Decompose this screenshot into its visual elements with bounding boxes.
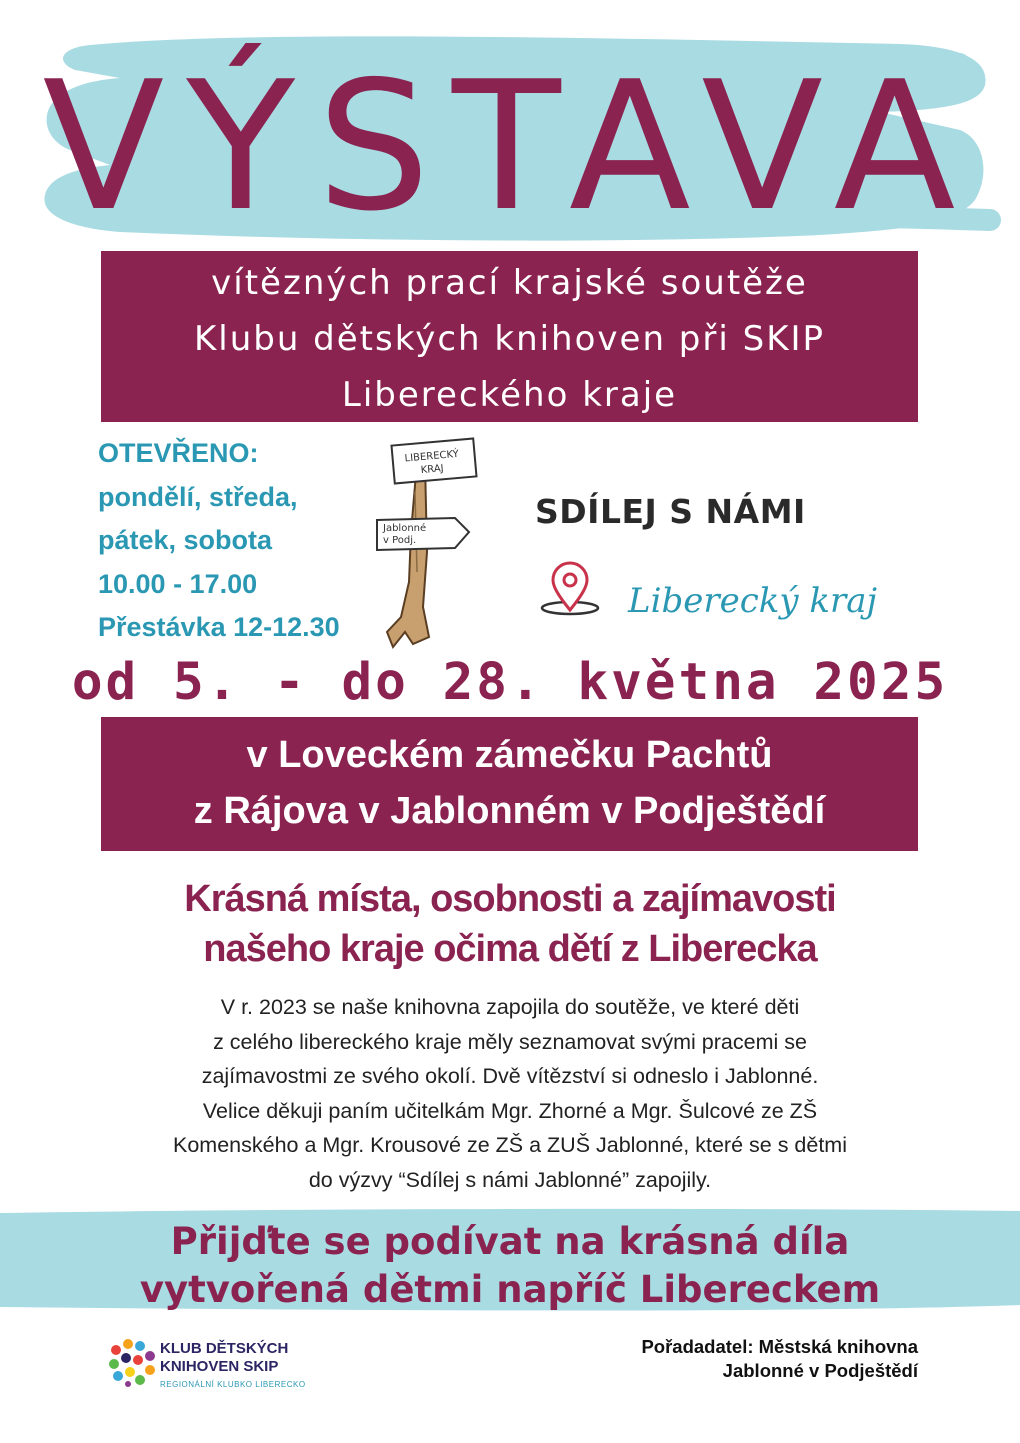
subheading-line: Krásná místa, osobnosti a zajímavosti (184, 878, 836, 920)
sign-top-line1: LIBERECKÝ (404, 448, 460, 465)
page-title: VÝSTAVA (42, 43, 978, 250)
campaign-headline: SDÍLEJ S NÁMI (535, 492, 806, 531)
sign-arrow-line2: v Podj. (383, 535, 417, 546)
subtitle-line: Klubu dětských knihoven při SKIP (193, 319, 826, 359)
club-logo-tagline: REGIONÁLNÍ KLUBKO LIBERECKO (160, 1380, 306, 1389)
subtitle-line: Libereckého kraje (341, 375, 678, 415)
venue-banner (101, 717, 918, 851)
call-to-action (0, 1218, 1020, 1314)
body-text (60, 990, 960, 1197)
opening-time: 10.00 - 17.00 (98, 568, 258, 599)
signpost-illustration (365, 432, 495, 652)
opening-days: pondělí, středa, (98, 481, 298, 512)
opening-break: Přestávka 12-12.30 (98, 612, 340, 642)
opening-days: pátek, sobota (98, 525, 273, 555)
subtitle-banner (101, 251, 918, 422)
opening-label: OTEVŘENO: (98, 438, 259, 468)
venue-line: v Loveckém zámečku Pachtů (246, 734, 773, 776)
cta-line: Přijďte se podívat na krásná díla (170, 1220, 850, 1263)
subtitle-line: vítězných prací krajské soutěže (211, 263, 808, 303)
location-pin-icon (535, 560, 605, 620)
exhibition-dates: od 5. - do 28. května 2025 (71, 653, 949, 712)
campaign-region: Liberecký kraj (628, 581, 878, 621)
club-logo-text (160, 1340, 288, 1376)
club-logo-line: KNIHOVEN SKIP (160, 1358, 279, 1375)
club-logo-line: KLUB DĚTSKÝCH (160, 1340, 289, 1357)
organizer (641, 1335, 918, 1383)
sign-top-line2: KRAJ (420, 463, 445, 477)
body-line: z celého libereckého kraje měly seznamovat svými pracemi se (213, 1029, 807, 1054)
sign-arrow-line1: Jablonné (383, 523, 427, 534)
organizer-line: Pořadadatel: Městská knihovna (641, 1336, 918, 1357)
organizer-line: Jablonné v Podještědí (722, 1360, 918, 1381)
opening-hours (98, 432, 340, 650)
cta-line: vytvořená dětmi napříč Libereckem (139, 1268, 881, 1311)
body-line: Velice děkuji paním učitelkám Mgr. Zhorné a Mgr. Šulcové ze ZŠ (202, 1098, 818, 1123)
body-line: Komenského a Mgr. Krousové ze ZŠ a ZUŠ Jablonné, které se s dětmi (173, 1133, 847, 1157)
venue-line: z Rájova v Jablonném v Podještědí (193, 790, 826, 832)
subheading (0, 874, 1020, 974)
body-line: do výzvy “Sdílej s námi Jablonné” zapojily. (308, 1167, 712, 1192)
body-line: V r. 2023 se naše knihovna zapojila do soutěže, ve které děti (220, 995, 800, 1019)
club-logo-icon (106, 1336, 158, 1388)
subheading-line: našeho kraje očima dětí z Liberecka (203, 928, 817, 970)
body-line: zajímavostmi ze svého okolí. Dvě vítězství si odneslo i Jablonné. (201, 1064, 819, 1088)
